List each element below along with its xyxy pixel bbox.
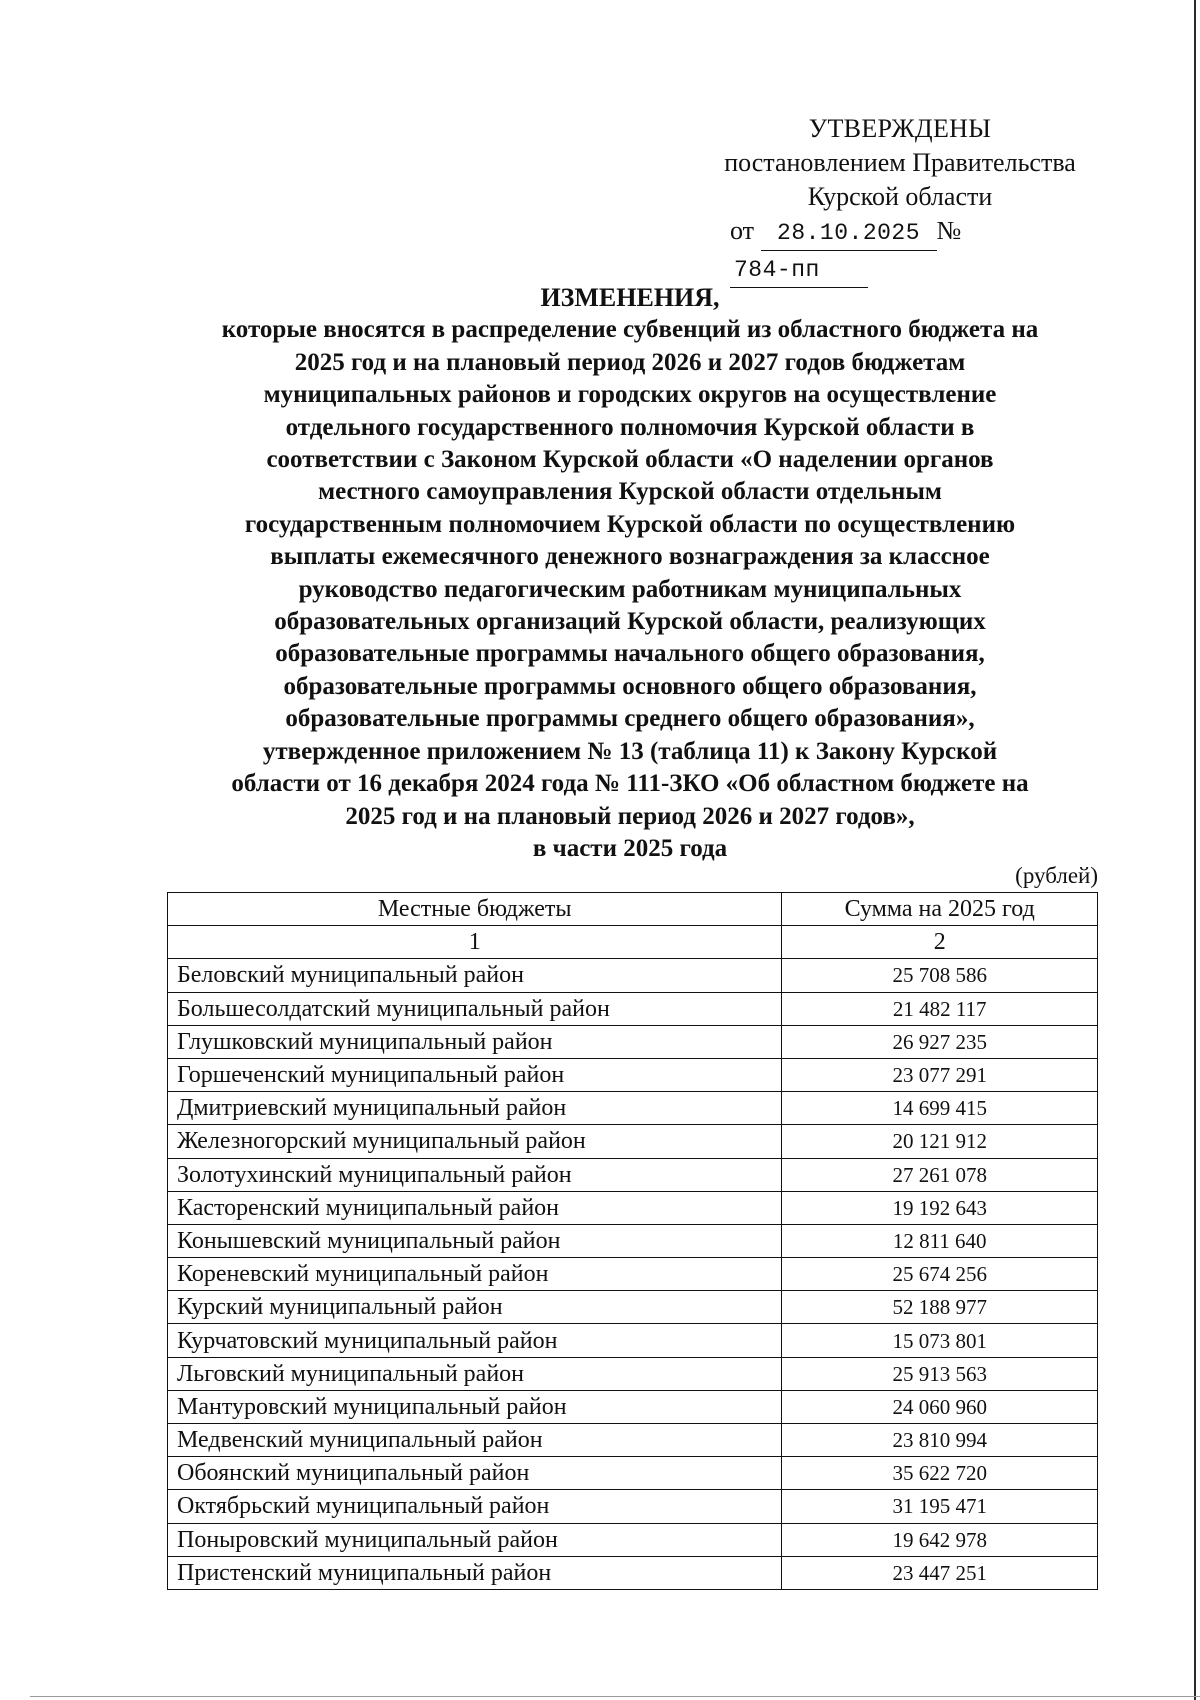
table-row xyxy=(168,1258,1098,1291)
district-name: Поныровский муниципальный район xyxy=(168,1523,782,1556)
district-amount: 23 077 291 xyxy=(782,1058,1098,1091)
district-amount: 25 674 256 xyxy=(782,1258,1098,1291)
district-name: Медвенский муниципальный район xyxy=(168,1424,782,1457)
district-name: Конышевский муниципальный район xyxy=(168,1224,782,1257)
district-amount: 24 060 960 xyxy=(782,1390,1098,1423)
district-name: Октябрьский муниципальный район xyxy=(168,1490,782,1523)
district-amount: 20 121 912 xyxy=(782,1125,1098,1158)
scan-bottom-line xyxy=(30,1696,1200,1697)
table-row xyxy=(168,1556,1098,1589)
unit-label: (рублей) xyxy=(1015,863,1098,888)
scan-edge-line xyxy=(1194,0,1196,1700)
document-heading xyxy=(160,282,1100,865)
district-name: Золотухинский муниципальный район xyxy=(168,1158,782,1191)
number-prefix: № xyxy=(936,216,962,245)
district-name: Беловский муниципальный район xyxy=(168,959,782,992)
number-value: 784-пп xyxy=(730,253,868,288)
heading-line: 2025 год и на плановый период 2026 и 2027 годов бюджетам xyxy=(294,348,966,376)
heading-line: государственным полномочием Курской области по осуществлению xyxy=(244,510,1016,538)
table-row xyxy=(168,1191,1098,1224)
district-amount: 23 447 251 xyxy=(782,1556,1098,1589)
district-name: Глушковский муниципальный район xyxy=(168,1025,782,1058)
approval-title: УТВЕРЖДЕНЫ xyxy=(808,114,992,143)
heading-line: образовательных организаций Курской области, реализующих xyxy=(274,608,986,636)
table-row xyxy=(168,1357,1098,1390)
district-name: Пристенский муниципальный район xyxy=(168,1556,782,1589)
column-number: 2 xyxy=(782,926,1098,959)
table-row xyxy=(168,1324,1098,1357)
table-header-row xyxy=(168,893,1098,926)
district-amount: 35 622 720 xyxy=(782,1457,1098,1490)
district-name: Большесолдатский муниципальный район xyxy=(168,992,782,1025)
district-amount: 25 913 563 xyxy=(782,1357,1098,1390)
district-name: Курский муниципальный район xyxy=(168,1291,782,1324)
table-row xyxy=(168,1291,1098,1324)
heading-line: в части 2025 года xyxy=(532,834,728,862)
table-row xyxy=(168,1390,1098,1423)
heading-line: которые вносятся в распределение субвенций из областного бюджета на xyxy=(221,316,1039,344)
district-amount: 12 811 640 xyxy=(782,1224,1098,1257)
district-name: Кореневский муниципальный район xyxy=(168,1258,782,1291)
header-local-budgets: Местные бюджеты xyxy=(168,893,782,926)
date-value: 28.10.2025 xyxy=(761,216,937,251)
heading-line: утвержденное приложением № 13 (таблица 11) к Закону Курской xyxy=(262,737,998,765)
district-name: Горшеченский муниципальный район xyxy=(168,1058,782,1091)
approval-line-2: Курской области xyxy=(807,182,993,211)
table-row xyxy=(168,1424,1098,1457)
table-row xyxy=(168,1457,1098,1490)
table-body xyxy=(168,959,1098,1590)
heading-line: образовательные программы среднего общего образования», xyxy=(285,705,975,733)
table-row xyxy=(168,1125,1098,1158)
heading-line: выплаты ежемесячного денежного вознаграждения за классное xyxy=(270,543,990,571)
heading-line: образовательные программы начального общего образования, xyxy=(275,640,985,668)
heading-line: соответствии с Законом Курской области «О наделении органов xyxy=(266,446,994,474)
table-row xyxy=(168,1025,1098,1058)
table-row xyxy=(168,1158,1098,1191)
column-number: 1 xyxy=(168,926,782,959)
district-amount: 21 482 117 xyxy=(782,992,1098,1025)
approval-date-line xyxy=(700,214,1100,288)
district-name: Железногорский муниципальный район xyxy=(168,1125,782,1158)
heading-line: 2025 год и на плановый период 2026 и 2027 годов», xyxy=(345,802,915,830)
heading-line: руководство педагогическим работникам муниципальных xyxy=(298,575,962,603)
district-name: Дмитриевский муниципальный район xyxy=(168,1092,782,1125)
heading-line: образовательные программы основного общего образования, xyxy=(283,672,977,700)
table-row xyxy=(168,992,1098,1025)
heading-line: муниципальных районов и городских округов на осуществление xyxy=(263,381,997,409)
table-row xyxy=(168,1092,1098,1125)
approval-line-1: постановлением Правительства xyxy=(724,148,1076,177)
district-name: Мантуровский муниципальный район xyxy=(168,1390,782,1423)
district-amount: 23 810 994 xyxy=(782,1424,1098,1457)
approval-block xyxy=(700,112,1100,288)
heading-line: местного самоуправления Курской области отдельным xyxy=(318,478,942,506)
district-amount: 19 192 643 xyxy=(782,1191,1098,1224)
date-prefix: от xyxy=(730,216,755,245)
district-amount: 19 642 978 xyxy=(782,1523,1098,1556)
column-number-row xyxy=(168,926,1098,959)
table-row xyxy=(168,1058,1098,1091)
budget-table xyxy=(167,892,1098,1590)
table-row xyxy=(168,959,1098,992)
header-amount: Сумма на 2025 год xyxy=(782,893,1098,926)
district-amount: 15 073 801 xyxy=(782,1324,1098,1357)
district-amount: 26 927 235 xyxy=(782,1025,1098,1058)
heading-line: области от 16 декабря 2024 года № 111-ЗКО «Об областном бюджете на xyxy=(231,770,1029,798)
district-name: Курчатовский муниципальный район xyxy=(168,1324,782,1357)
district-amount: 14 699 415 xyxy=(782,1092,1098,1125)
district-amount: 25 708 586 xyxy=(782,959,1098,992)
district-name: Обоянский муниципальный район xyxy=(168,1457,782,1490)
district-name: Касторенский муниципальный район xyxy=(168,1191,782,1224)
district-name: Льговский муниципальный район xyxy=(168,1357,782,1390)
heading-line: отдельного государственного полномочия Курской области в xyxy=(285,413,975,441)
table-row xyxy=(168,1490,1098,1523)
district-amount: 31 195 471 xyxy=(782,1490,1098,1523)
table-row xyxy=(168,1523,1098,1556)
heading-title: ИЗМЕНЕНИЯ, xyxy=(540,283,720,312)
table-row xyxy=(168,1224,1098,1257)
district-amount: 52 188 977 xyxy=(782,1291,1098,1324)
district-amount: 27 261 078 xyxy=(782,1158,1098,1191)
